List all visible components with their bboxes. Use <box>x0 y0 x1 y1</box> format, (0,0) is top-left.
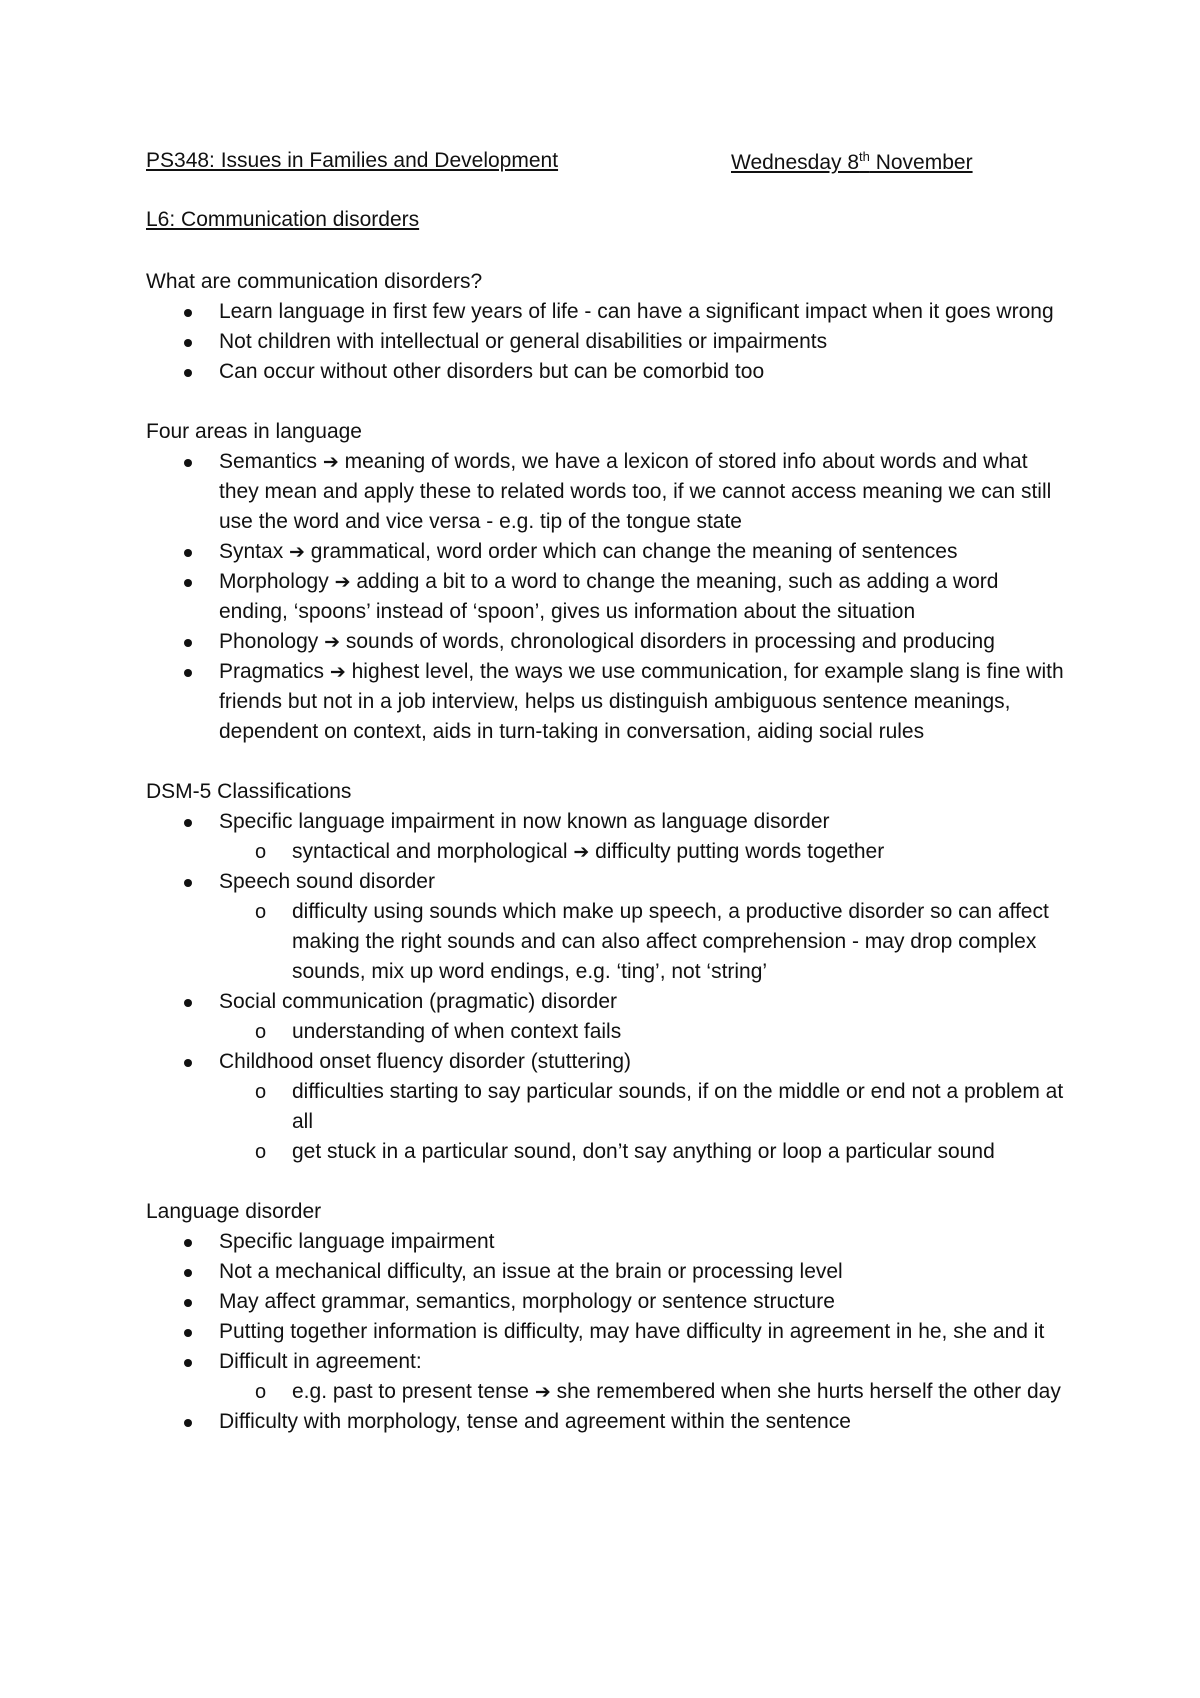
bullet-dot-icon <box>184 459 192 467</box>
bullet-text: Not children with intellectual or general disabilities or impairments <box>219 330 828 353</box>
bullet-text: meaning of words, we have a lexicon of stored info about words and what they mean and apply these to related words too, if we cannot access meaning we can still use the word and vice versa - e.g. tip of the tongue state <box>219 450 1052 533</box>
bullet-item <box>146 1287 1066 1317</box>
arrow-right-icon: ➔ <box>573 841 590 863</box>
arrow-right-icon: ➔ <box>324 631 341 653</box>
bullet-dot-icon <box>184 819 192 827</box>
notes-section <box>146 1197 1066 1437</box>
bullet-dot-icon <box>184 1059 192 1067</box>
section-heading: Four areas in language <box>146 420 362 443</box>
bullet-item <box>146 807 1066 837</box>
bullet-text: Not a mechanical difficulty, an issue at the brain or processing level <box>219 1260 843 1283</box>
bullet-item <box>146 447 1066 537</box>
lecture-title: L6: Communication disorders <box>146 208 420 231</box>
bullet-text: Can occur without other disorders but can be comorbid too <box>219 360 765 383</box>
course-title: PS348: Issues in Families and Development <box>146 149 559 172</box>
bullet-text: she remembered when she hurts herself the other day <box>550 1380 1061 1403</box>
bullet-item <box>146 987 1066 1017</box>
bullet-dot-icon <box>184 1359 192 1367</box>
bullet-circle-icon: o <box>255 1381 267 1403</box>
sub-bullet-item <box>146 1077 1066 1137</box>
date-suffix: November <box>869 151 973 174</box>
bullet-circle-icon: o <box>255 1081 267 1103</box>
bullet-text: Pragmatics <box>219 660 330 683</box>
bullet-item <box>146 537 1066 567</box>
arrow-right-icon: ➔ <box>329 661 346 683</box>
sub-bullet-item <box>146 1137 1066 1167</box>
bullet-text: Phonology <box>219 630 325 653</box>
sub-bullet-item <box>146 837 1066 867</box>
bullet-text: Learn language in first few years of life - can have a significant impact when it goes wrong <box>219 300 1054 323</box>
bullet-dot-icon <box>184 669 192 677</box>
bullet-text: Childhood onset fluency disorder (stuttering) <box>219 1050 632 1073</box>
bullet-list <box>146 297 1066 387</box>
section-heading: What are communication disorders? <box>146 270 483 293</box>
bullet-circle-icon: o <box>255 1021 267 1043</box>
section-heading: Language disorder <box>146 1200 322 1223</box>
bullet-circle-icon: o <box>255 1141 267 1163</box>
bullet-item <box>146 1257 1066 1287</box>
bullet-text: understanding of when context fails <box>292 1020 622 1043</box>
bullet-text: May affect grammar, semantics, morphology or sentence structure <box>219 1290 835 1313</box>
bullet-dot-icon <box>184 339 192 347</box>
bullet-dot-icon <box>184 1419 192 1427</box>
bullet-text: syntactical and morphological <box>292 840 574 863</box>
bullet-dot-icon <box>184 1329 192 1337</box>
bullet-item <box>146 567 1066 627</box>
bullet-list <box>146 447 1066 747</box>
bullet-item <box>146 1347 1066 1377</box>
notes-section <box>146 417 1066 747</box>
bullet-text: Semantics <box>219 450 323 473</box>
bullet-text: Social communication (pragmatic) disorder <box>219 990 617 1013</box>
bullet-text: Specific language impairment <box>219 1230 495 1253</box>
bullet-item <box>146 657 1066 747</box>
bullet-text: e.g. past to present tense <box>292 1380 535 1403</box>
arrow-right-icon: ➔ <box>334 571 351 593</box>
bullet-dot-icon <box>184 1239 192 1247</box>
bullet-dot-icon <box>184 639 192 647</box>
bullet-text: Specific language impairment in now known as language disorder <box>219 810 830 833</box>
bullet-text: Difficulty with morphology, tense and agreement within the sentence <box>219 1410 851 1433</box>
notes-section <box>146 777 1066 1167</box>
bullet-item <box>146 327 1066 357</box>
bullet-text: difficulty putting words together <box>589 840 885 863</box>
bullet-text: Difficult in agreement: <box>219 1350 422 1373</box>
arrow-right-icon: ➔ <box>289 541 305 563</box>
bullet-text: Syntax <box>219 540 290 563</box>
bullet-dot-icon <box>184 1269 192 1277</box>
bullet-item <box>146 627 1066 657</box>
bullet-item <box>146 1047 1066 1077</box>
bullet-text: get stuck in a particular sound, don’t say anything or loop a particular sound <box>292 1140 995 1163</box>
sub-bullet-item <box>146 1017 1066 1047</box>
bullet-circle-icon: o <box>255 841 267 863</box>
section-heading: DSM-5 Classifications <box>146 780 352 803</box>
bullet-dot-icon <box>184 1299 192 1307</box>
bullet-dot-icon <box>184 549 192 557</box>
bullet-text: Putting together information is difficulty, may have difficulty in agreement in he, she and it <box>219 1320 1045 1343</box>
bullet-list <box>146 1227 1066 1437</box>
bullet-text: adding a bit to a word to change the meaning, such as adding a word ending, ‘spoons’ instead of ‘spoon’, gives us information about the situation <box>219 570 999 623</box>
bullet-text: difficulties starting to say particular sounds, if on the middle or end not a problem at all <box>292 1080 1064 1133</box>
document-header <box>146 149 1046 179</box>
arrow-right-icon: ➔ <box>322 451 339 473</box>
notes-section <box>146 267 1066 387</box>
bullet-text: sounds of words, chronological disorders in processing and producing <box>340 630 995 653</box>
bullet-circle-icon: o <box>255 901 267 923</box>
bullet-text: grammatical, word order which can change the meaning of sentences <box>304 540 958 563</box>
bullet-item <box>146 867 1066 897</box>
bullet-dot-icon <box>184 579 192 587</box>
bullet-dot-icon <box>184 369 192 377</box>
date-prefix: Wednesday 8 <box>731 151 860 174</box>
bullet-text: difficulty using sounds which make up speech, a productive disorder so can affect making the right sounds and can also affect comprehension - may drop complex sounds, mix up word endings, e.g. ‘ting’, not ‘string’ <box>292 900 1049 983</box>
bullet-dot-icon <box>184 879 192 887</box>
arrow-right-icon: ➔ <box>534 1381 551 1403</box>
bullet-item <box>146 297 1066 327</box>
date-superscript: th <box>859 149 870 164</box>
bullet-dot-icon <box>184 309 192 317</box>
sub-bullet-item <box>146 1377 1066 1407</box>
bullet-list <box>146 807 1066 1167</box>
bullet-text: Morphology <box>219 570 335 593</box>
bullet-text: highest level, the ways we use communication, for example slang is fine with friends but not in a job interview, helps us distinguish ambiguous sentence meanings, dependent on context, aids in turn-taking in conversation, aiding social rules <box>219 660 1064 743</box>
bullet-dot-icon <box>184 999 192 1007</box>
lecture-date <box>731 149 973 175</box>
notes-content <box>146 267 1066 1467</box>
bullet-text: Speech sound disorder <box>219 870 435 893</box>
bullet-item <box>146 1317 1066 1347</box>
bullet-item <box>146 357 1066 387</box>
sub-bullet-item <box>146 897 1066 987</box>
bullet-item <box>146 1227 1066 1257</box>
bullet-item <box>146 1407 1066 1437</box>
